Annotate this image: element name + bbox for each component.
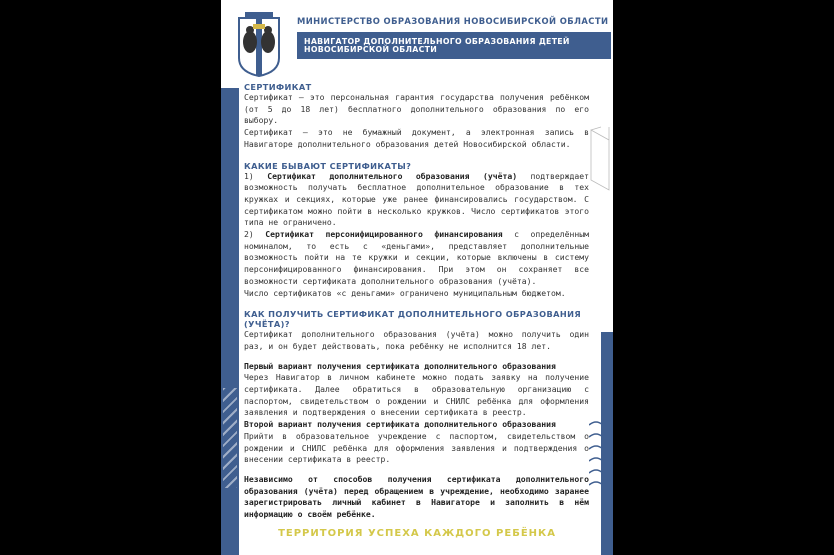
- certificate-paragraph-2: Сертификат – это не бумажный документ, а электронная запись в Навигаторе дополнительного образования детей Новосибирской области.: [244, 127, 589, 149]
- option-2-text: Прийти в образовательное учреждение с паспортом, свидетельством о рождении и СНИЛС ребёнка для оформления заявления и подтверждения о внесении сертификата в реестр.: [244, 430, 589, 465]
- option-2-title: Второй вариант получения сертификата дополнительного образования: [244, 419, 556, 430]
- how-to-get-intro: Сертификат дополнительного образования (учёта) можно получить один раз, и он будет действовать, пока ребёнку не исполнится 18 лет.: [244, 329, 589, 351]
- section-title-certificate: СЕРТИФИКАТ: [244, 82, 312, 92]
- slogan: ТЕРРИТОРИЯ УСПЕХА КАЖДОГО РЕБЁНКА: [278, 528, 556, 539]
- type-item-1-text: подтверждает возможность получать бесплатное дополнительное образование в тех кружках и секциях, которые уже ранее финансировались государством. С сертификатом можно пойти в несколько кружков. Число сертификатов этого типа не ограничено.: [244, 170, 590, 228]
- section-title-how-to-get: [244, 309, 589, 329]
- main-content: [244, 82, 589, 521]
- option-1-title: Первый вариант получения сертификата дополнительного образования: [244, 360, 556, 371]
- navigator-title-line1: НАВИГАТОР ДОПОЛНИТЕЛЬНОГО ОБРАЗОВАНИЯ ДЕТЕЙ: [304, 37, 570, 46]
- type-item-2-title: Сертификат персонифицированного финансирования: [265, 229, 503, 240]
- option-1-text: Через Навигатор в личном кабинете можно подать заявку на получение сертификата. Далее обратиться в образовательную организацию с паспортом, свидетельством о рождении и СНИЛС ребёнка для оформления заявления и подтверждения о внесении сертификата в реестр.: [244, 372, 589, 418]
- type-item-1: [244, 171, 589, 230]
- type-item-2-text: с определённым номиналом, то есть с «деньгами», представляет дополнительные возможность пойти на те кружки и секции, которые включены в систему персонифицированного финансирования. При этом он сохраняет все возможности сертификата дополнительного образования (учёта).: [244, 229, 589, 286]
- type-item-2-number: 2): [244, 229, 254, 240]
- cube-decor-icon: [589, 125, 611, 195]
- closing-note: Независимо от способов получения сертификата дополнительного образования (учёта) перед обращением в учреждение, необходимо заранее зарегистрировать личный кабинет в Навигаторе и заполнить в нём информацию о своём ребёнке.: [244, 473, 589, 520]
- section-title-types: КАКИЕ БЫВАЮТ СЕРТИФИКАТЫ?: [244, 160, 412, 171]
- navigator-title-line2: НОВОСИБИРСКОЙ ОБЛАСТИ: [304, 45, 438, 54]
- navigator-banner: [297, 32, 611, 59]
- wave-decor-icon: [589, 415, 603, 495]
- type-item-1-title: Сертификат дополнительного образования (учёта): [267, 170, 518, 181]
- ministry-title: МИНИСТЕРСТВО ОБРАЗОВАНИЯ НОВОСИБИРСКОЙ ОБЛАСТИ: [297, 16, 609, 26]
- certificate-paragraph-1: Сертификат – это персональная гарантия государства получения ребёнком (от 5 до 18 лет) бесплатного дополнительного образования по его выбору.: [244, 92, 589, 126]
- left-decor-stripe: [221, 88, 239, 555]
- document-page: [221, 0, 613, 555]
- type-item-2-tail: Число сертификатов «с деньгами» ограничено муниципальным бюджетом.: [244, 287, 566, 298]
- how-to-get-title-line1: КАК ПОЛУЧИТЬ СЕРТИФИКАТ ДОПОЛНИТЕЛЬНОГО ОБРАЗОВАНИЯ: [244, 309, 582, 320]
- how-to-get-title-line2: (УЧЁТА)?: [244, 319, 290, 330]
- type-item-1-number: 1): [244, 170, 254, 181]
- type-item-2: [244, 229, 589, 288]
- coat-of-arms-icon: [235, 12, 283, 78]
